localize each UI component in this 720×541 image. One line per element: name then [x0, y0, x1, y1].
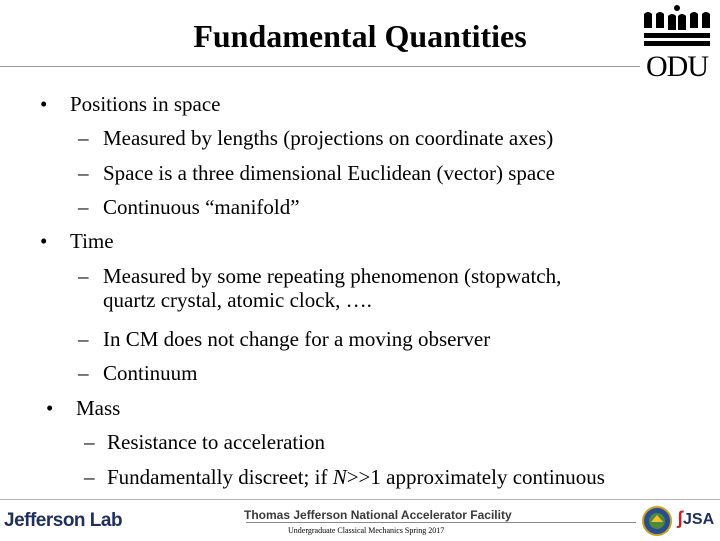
bullet-time: Time — [70, 229, 114, 253]
dash-icon: – — [78, 161, 89, 185]
bullet-icon: • — [40, 229, 48, 253]
jsa-logo — [677, 508, 714, 529]
sub-item-part: >>1 approximately continuous — [346, 465, 605, 489]
jsa-wordmark: JSA — [683, 511, 715, 528]
crown-icon — [640, 4, 714, 50]
bullet-mass: Mass — [76, 396, 121, 420]
dash-icon: – — [78, 327, 89, 351]
dash-icon: – — [84, 465, 95, 489]
bullet-icon: • — [40, 92, 48, 116]
swoosh-icon: ʃ — [677, 508, 683, 528]
odu-logo — [640, 4, 714, 82]
doe-seal-icon — [642, 506, 672, 536]
footer-subrule — [246, 522, 636, 523]
sub-item: In CM does not change for a moving observer — [103, 327, 491, 351]
sub-item — [107, 465, 605, 489]
dash-icon: – — [78, 264, 89, 288]
footer-divider — [0, 499, 720, 500]
facility-name: Thomas Jefferson National Accelerator Facility — [244, 508, 512, 522]
slide-title: Fundamental Quantities — [193, 18, 527, 54]
jefferson-lab-logo — [4, 510, 122, 536]
sub-item-part: Fundamentally discreet; if — [107, 465, 333, 489]
dash-icon: – — [78, 126, 89, 150]
sub-item: Resistance to acceleration — [107, 430, 326, 454]
sub-item: Continuous “manifold” — [103, 195, 300, 219]
title-divider — [0, 66, 640, 67]
bullet-positions: Positions in space — [70, 92, 221, 116]
variable-n: N — [332, 465, 347, 489]
sub-item-continuation: quartz crystal, atomic clock, …. — [103, 288, 372, 312]
dash-icon: – — [84, 430, 95, 454]
dash-icon: – — [78, 195, 89, 219]
sub-item: Measured by some repeating phenomenon (stopwatch, — [103, 264, 562, 288]
dash-icon: – — [78, 361, 89, 385]
odu-wordmark: ODU — [646, 50, 708, 83]
sub-item: Space is a three dimensional Euclidean (vector) space — [103, 161, 555, 185]
course-label: Undergraduate Classical Mechanics Spring 2017 — [288, 526, 445, 535]
sub-item: Continuum — [103, 361, 198, 385]
sub-item: Measured by lengths (projections on coordinate axes) — [103, 126, 554, 150]
bullet-icon: • — [46, 396, 54, 420]
jefferson-lab-wordmark: Jefferson Lab — [4, 510, 123, 531]
